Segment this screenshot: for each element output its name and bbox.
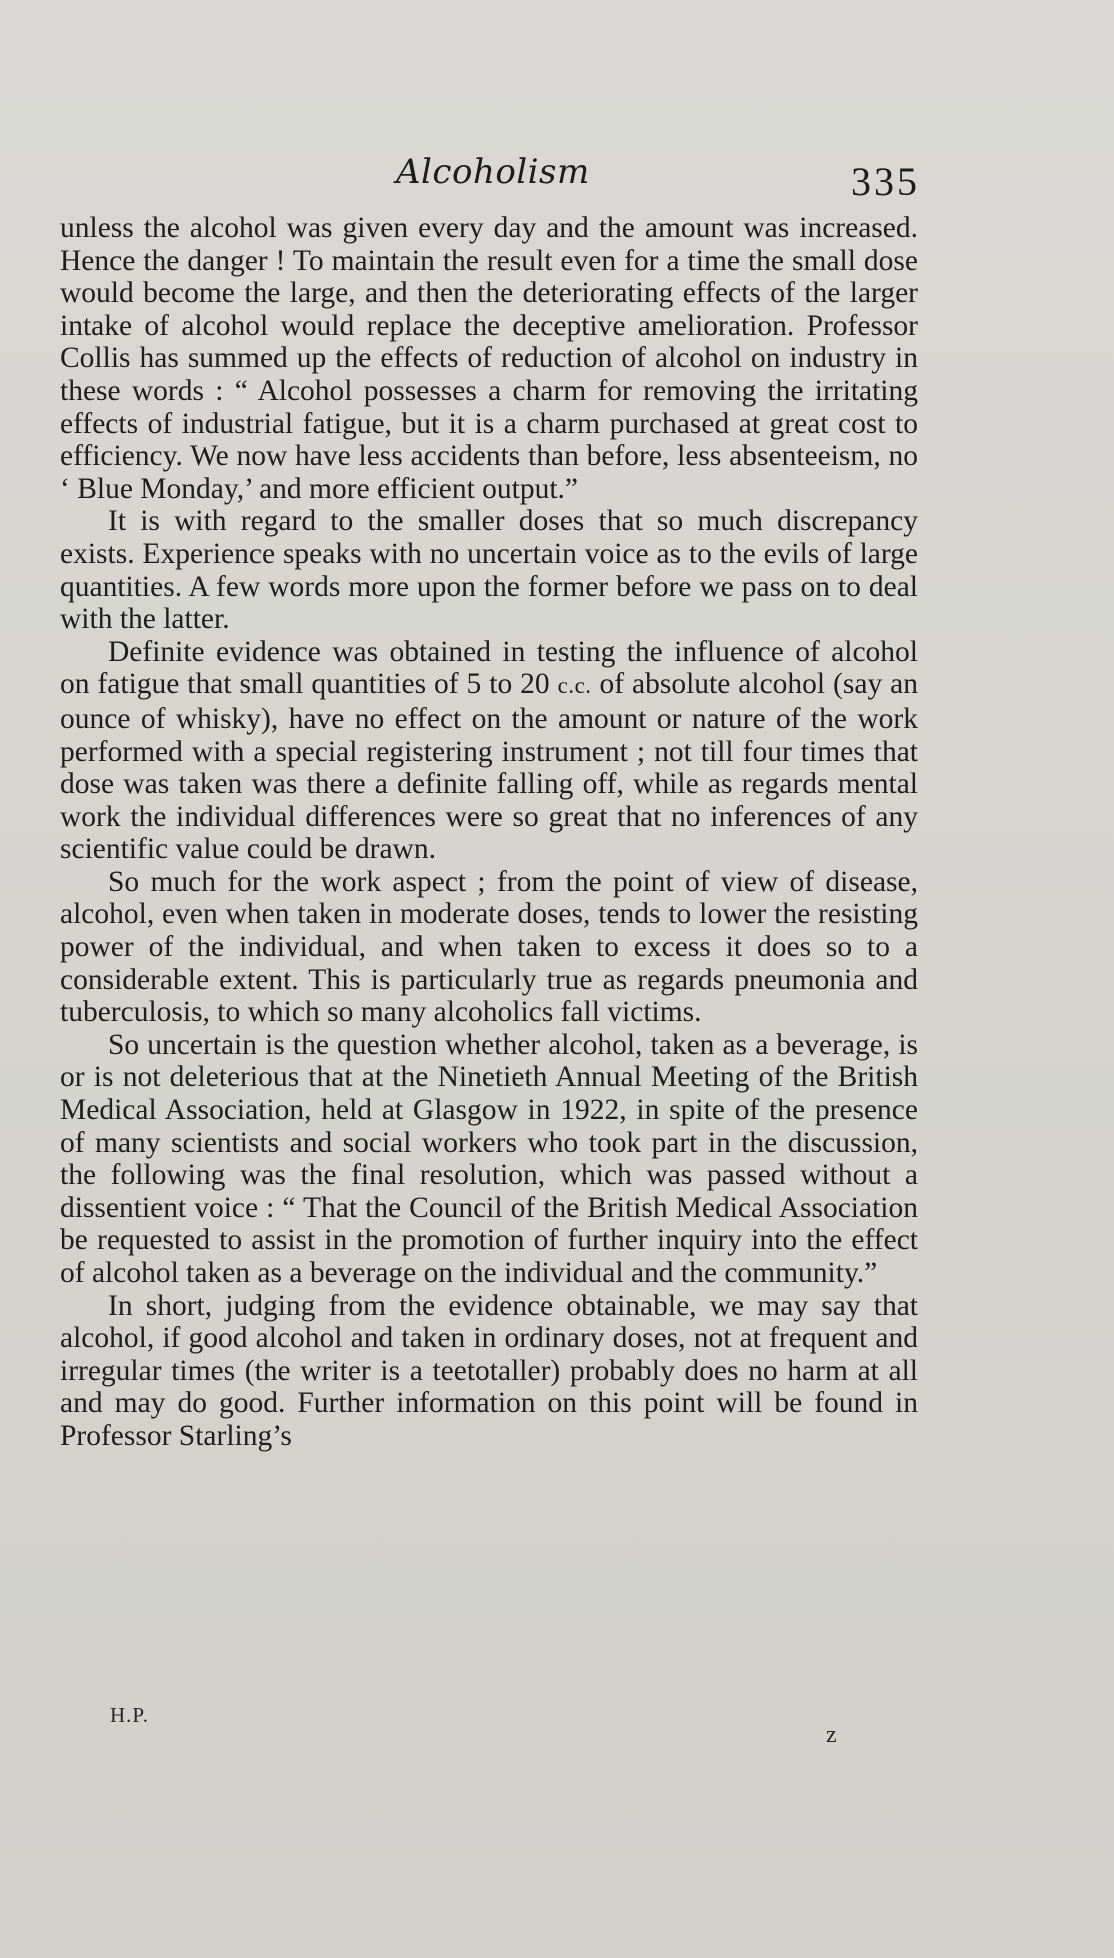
paragraph-continuation: unless the alcohol was given every day and the amount was increased. Hence the danger ! To maintain the result even for a time the small dose would become the large, and then the deteriorating effects of the larger intake of alcohol would replace the deceptive amelioration. Professor Collis has summed up the effects of reduction of alcohol on industry in these words : “ Alcohol possesses a charm for removing the irritating effects of industrial fatigue, but it is a charm purchased at great cost to efficiency. We now have less accidents than before, less absenteeism, no ‘ Blue Monday,’ and more efficient output.” xyxy=(60,212,918,505)
paragraph-bma-resolution: So uncertain is the question whether alcohol, taken as a beverage, is or is not deleterious that at the Ninetieth Annual Meeting of the British Medical Association, held at Glasgow in 1922, in spite of the presence of many scientists and social workers who took part in the discussion, the following was the final resolution, which was passed without a dissentient voice : “ That the Council of the British Medical Association be requested to assist in the promotion of further inquiry into the effect of alcohol taken as a beverage on the individual and the community.” xyxy=(60,1028,918,1289)
unit-cc: c.c. xyxy=(557,673,592,699)
paragraph-smaller-doses: It is with regard to the smaller doses that so much discrepancy exists. Experience speaks with no uncertain voice as to the evils of large quantities. A few words more upon the former before we pass on to deal with the latter. xyxy=(60,505,918,636)
sheet-mark: z xyxy=(826,1722,837,1748)
paragraph-fatigue-text-b: of absolute alcohol (say an ounce of whisky), have no effect on the amount or nature of the work performed with a special registering instrument ; not till four times that dose was taken was there a definite falling off, while as regards mental work the individual differences were so great that no inferences of any scientific value could be drawn. xyxy=(60,668,918,866)
paragraph-disease: So much for the work aspect ; from the point of view of disease, alcohol, even when taken in moderate doses, tends to lower the resisting power of the individual, and when taken to excess it does so to a considerable extent. This is particularly true as regards pneumonia and tuberculosis, to which so many alcoholics fall victims. xyxy=(60,865,918,1029)
chapter-title: Alcoholism xyxy=(396,152,590,192)
printer-signature: H.P. xyxy=(110,1703,150,1727)
body-text xyxy=(60,212,918,1453)
paragraph-fatigue-evidence xyxy=(60,636,918,866)
page-number: 335 xyxy=(851,159,920,204)
paragraph-conclusion: In short, judging from the evidence obtainable, we may say that alcohol, if good alcohol and taken in ordinary doses, not at frequent and irregular times (the writer is a teetotaller) probably does no harm at all and may do good. Further information on this point will be found in Professor Starling’s xyxy=(60,1289,918,1452)
running-head xyxy=(60,152,920,204)
paragraph-fatigue-text-a: Definite evidence was obtained in testing the influence of alcohol on fatigue that small quantities of 5 to 20 xyxy=(60,635,918,701)
